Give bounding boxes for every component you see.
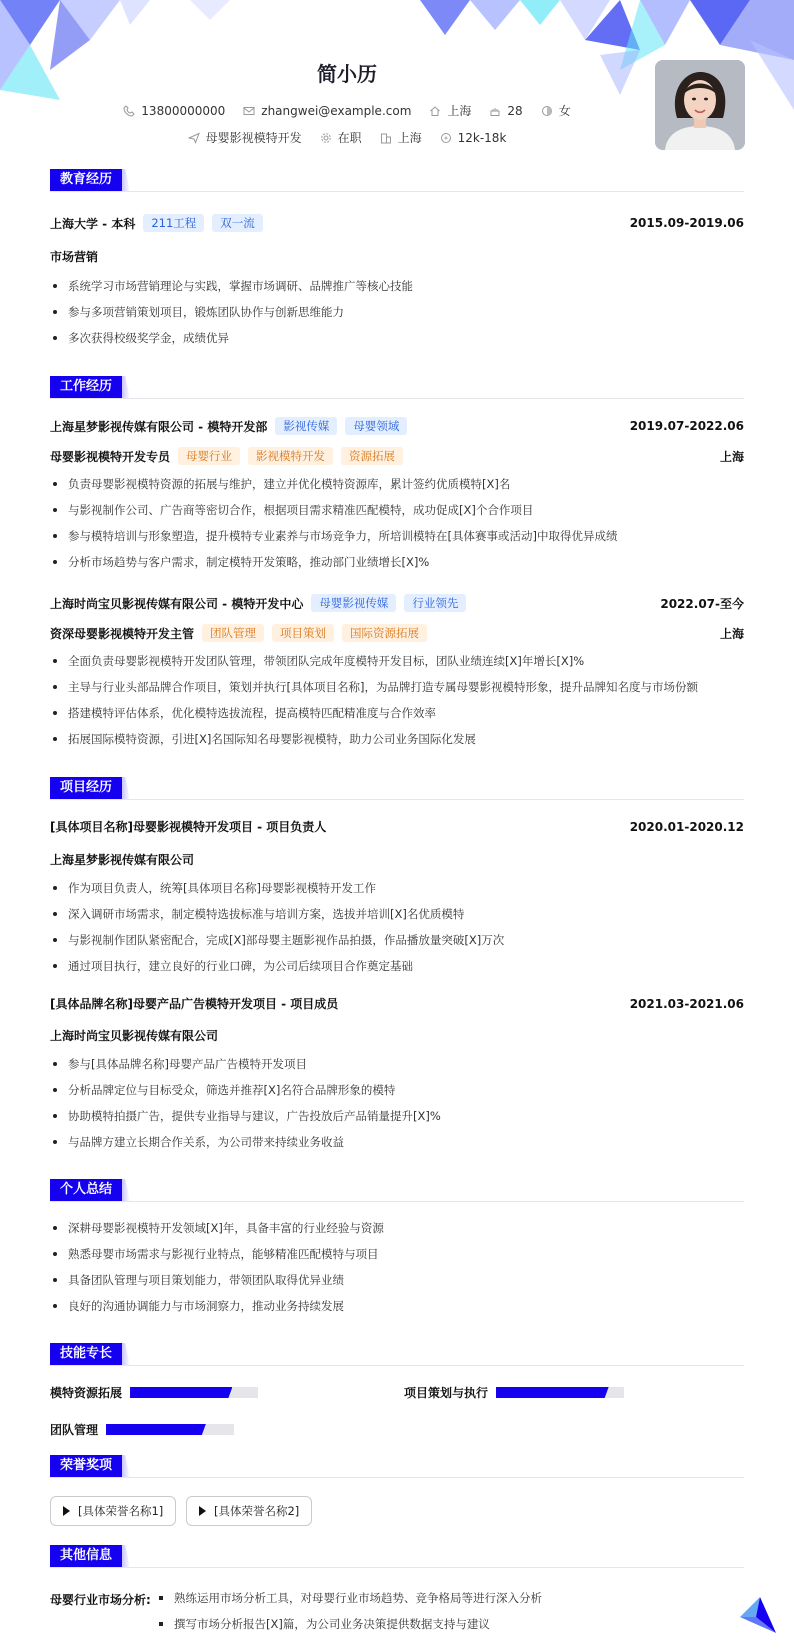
section-divider <box>50 398 744 399</box>
skill-item <box>50 1384 258 1401</box>
work-location: 上海 <box>719 449 744 464</box>
contact-info-row <box>0 102 694 119</box>
section-tail <box>122 169 130 191</box>
education-major: 市场营销 <box>50 250 99 264</box>
list-item: 作为项目负责人，统筹[具体项目名称]母婴影视模特开发工作 <box>50 875 744 901</box>
coin-icon <box>440 132 452 144</box>
phone-icon <box>123 105 135 117</box>
target-city-info <box>380 129 422 146</box>
role-tag: 团队管理 <box>202 624 264 642</box>
list-item: 与影视制作团队紧密配合，完成[X]部母婴主题影视作品拍摄，作品播放量突破[X]万次 <box>50 927 744 953</box>
salary-info <box>440 129 507 146</box>
resume-header <box>0 0 794 160</box>
skill-bar <box>106 1424 234 1435</box>
section-divider <box>50 191 744 192</box>
work-role-row <box>50 624 744 642</box>
section-title-summary <box>50 1179 130 1201</box>
section-divider <box>50 1477 744 1478</box>
list-item: 深入调研市场需求，制定模特选拔标准与培训方案，选拔并培训[X]名优质模特 <box>50 901 744 927</box>
salary-text: 12k-18k <box>457 130 507 145</box>
mail-icon <box>243 105 255 117</box>
section-label-work: 工作经历 <box>50 376 122 398</box>
skill-bar-fill <box>130 1387 232 1398</box>
project-title: [具体项目名称]母婴影视模特开发项目 - 项目负责人 <box>50 820 327 834</box>
target-job-info <box>188 129 302 146</box>
school-tag: 双一流 <box>212 214 263 232</box>
education-period: 2015.09-2019.06 <box>629 216 744 230</box>
project-title: [具体品牌名称]母婴产品广告模特开发项目 - 项目成员 <box>50 997 339 1011</box>
play-icon <box>199 1506 206 1516</box>
profile-photo <box>655 60 745 150</box>
phone-info <box>123 102 225 119</box>
other-info-bullets <box>156 1585 542 1637</box>
company-tag: 母婴领域 <box>345 417 407 435</box>
other-info-label: 母婴行业市场分析: <box>50 1593 151 1607</box>
section-label-honors: 荣誉奖项 <box>50 1455 122 1477</box>
list-item: 搭建模特评估体系，优化模特选拔流程，提高模特匹配精准度与合作效率 <box>50 700 744 726</box>
list-item: 具备团队管理与项目策划能力，带领团队取得优异业绩 <box>50 1267 744 1293</box>
honor-item <box>186 1496 312 1526</box>
corner-logo-icon <box>738 1595 778 1635</box>
section-title-education <box>50 169 130 191</box>
section-label-skills: 技能专长 <box>50 1343 122 1365</box>
project-org: 上海星梦影视传媒有限公司 <box>50 853 195 867</box>
project-header-row <box>50 995 744 1012</box>
honor-item <box>50 1496 176 1526</box>
list-item: 系统学习市场营销理论与实践，掌握市场调研、品牌推广等核心技能 <box>50 273 744 299</box>
list-item: 多次获得校级奖学金，成绩优异 <box>50 325 744 351</box>
section-tail <box>122 1545 130 1567</box>
gender-info <box>541 102 571 119</box>
list-item: 分析品牌定位与目标受众，筛选并推荐[X]名符合品牌形象的模特 <box>50 1077 744 1103</box>
education-bullets <box>50 273 744 351</box>
skill-item <box>404 1384 624 1401</box>
project-period: 2020.01-2020.12 <box>629 819 744 834</box>
list-item: 参与多项营销策划项目，锻炼团队协作与创新思维能力 <box>50 299 744 325</box>
section-divider <box>50 1201 744 1202</box>
company-name: 上海时尚宝贝影视传媒有限公司 - 模特开发中心 <box>50 596 304 611</box>
school-tag: 211工程 <box>143 214 204 232</box>
candidate-name: 简小历 <box>317 62 377 86</box>
section-tail <box>122 1179 130 1201</box>
section-label-education: 教育经历 <box>50 169 122 191</box>
list-item: 良好的沟通协调能力与市场洞察力，推动业务持续发展 <box>50 1293 744 1319</box>
building-icon <box>380 132 392 144</box>
section-title-skills <box>50 1343 130 1365</box>
skill-item <box>50 1421 234 1438</box>
section-divider <box>50 1365 744 1366</box>
list-item: 通过项目执行，建立良好的行业口碑，为公司后续项目合作奠定基础 <box>50 953 744 979</box>
phone-text: 13800000000 <box>141 103 226 118</box>
summary-bullets <box>50 1215 744 1319</box>
age-text: 28 <box>507 103 523 118</box>
city-info <box>429 102 471 119</box>
section-tail <box>122 376 130 398</box>
role-tag: 国际资源拓展 <box>342 624 427 642</box>
project-period: 2021.03-2021.06 <box>629 996 744 1011</box>
work-company-row <box>50 594 744 612</box>
project-bullets <box>50 1051 744 1155</box>
role-tag: 资源拓展 <box>341 447 403 465</box>
honor-name: [具体荣誉名称1] <box>78 1504 164 1518</box>
list-item: 分析市场趋势与客户需求，制定模特开发策略，推动部门业绩增长[X]% <box>50 549 744 575</box>
email-info <box>243 102 411 119</box>
education-header-row <box>50 214 744 232</box>
section-title-projects <box>50 777 130 799</box>
status-text: 在职 <box>337 131 362 145</box>
gender-text: 女 <box>558 104 571 118</box>
list-item: 撰写市场分析报告[X]篇，为公司业务决策提供数据支持与建议 <box>156 1611 542 1637</box>
section-label-other: 其他信息 <box>50 1545 122 1567</box>
work-company-row <box>50 417 744 435</box>
company-tag: 母婴影视传媒 <box>311 594 396 612</box>
section-divider <box>50 1567 744 1568</box>
work-period: 2022.07-至今 <box>660 596 744 611</box>
work-role-row <box>50 447 744 465</box>
list-item: 参与模特培训与形象塑造，提升模特专业素养与市场竞争力，所培训模特在[具体赛事或活动]中取得优异成绩 <box>50 523 744 549</box>
section-label-projects: 项目经历 <box>50 777 122 799</box>
status-info <box>320 129 362 146</box>
work-bullets <box>50 648 744 752</box>
role-name: 资深母婴影视模特开发主管 <box>50 626 195 641</box>
skill-bar <box>130 1387 258 1398</box>
project-org: 上海时尚宝贝影视传媒有限公司 <box>50 1029 219 1043</box>
project-bullets <box>50 875 744 979</box>
section-tail <box>122 777 130 799</box>
skill-bar-fill <box>496 1387 609 1398</box>
section-title-honors <box>50 1455 130 1477</box>
skill-bar-fill <box>106 1424 206 1435</box>
work-bullets <box>50 471 744 575</box>
company-tag: 影视传媒 <box>275 417 337 435</box>
list-item: 主导与行业头部品牌合作项目，策划并执行[具体项目名称]，为品牌打造专属母婴影视模特形象，提升品牌知名度与市场份额 <box>50 674 744 700</box>
list-item: 拓展国际模特资源，引进[X]名国际知名母婴影视模特，助力公司业务国际化发展 <box>50 726 744 752</box>
job-intent-row <box>0 129 694 146</box>
list-item: 全面负责母婴影视模特开发团队管理，带领团队完成年度模特开发目标，团队业绩连续[X]年增长[X]% <box>50 648 744 674</box>
list-item: 与影视制作公司、广告商等密切合作，根据项目需求精准匹配模特，成功促成[X]个合作项目 <box>50 497 744 523</box>
email-text: zhangwei@example.com <box>261 103 412 118</box>
send-icon <box>188 132 200 144</box>
list-item: 深耕母婴影视模特开发领域[X]年，具备丰富的行业经验与资源 <box>50 1215 744 1241</box>
skill-name: 项目策划与执行 <box>404 1386 489 1400</box>
skill-name: 模特资源拓展 <box>50 1386 123 1400</box>
section-divider <box>50 799 744 800</box>
honor-name: [具体荣誉名称2] <box>214 1504 300 1518</box>
section-label-summary: 个人总结 <box>50 1179 122 1201</box>
play-icon <box>63 1506 70 1516</box>
home-icon <box>429 105 441 117</box>
target-job-text: 母婴影视模特开发 <box>205 131 302 145</box>
role-tag: 影视模特开发 <box>248 447 333 465</box>
role-name: 母婴影视模特开发专员 <box>50 449 171 464</box>
city-text: 上海 <box>447 104 472 118</box>
person-icon <box>541 105 553 117</box>
list-item: 参与[具体品牌名称]母婴产品广告模特开发项目 <box>50 1051 744 1077</box>
work-location: 上海 <box>719 626 744 641</box>
list-item: 熟悉母婴市场需求与影视行业特点，能够精准匹配模特与项目 <box>50 1241 744 1267</box>
section-title-work <box>50 376 130 398</box>
gear-icon <box>320 132 332 144</box>
cake-icon <box>489 105 501 117</box>
section-tail <box>122 1343 130 1365</box>
age-info <box>489 102 522 119</box>
role-tag: 项目策划 <box>272 624 334 642</box>
skill-name: 团队管理 <box>50 1423 99 1437</box>
section-tail <box>122 1455 130 1477</box>
school-name: 上海大学 - 本科 <box>50 216 136 231</box>
skill-bar <box>496 1387 624 1398</box>
list-item: 协助模特拍摄广告，提供专业指导与建议，广告投放后产品销量提升[X]% <box>50 1103 744 1129</box>
work-period: 2019.07-2022.06 <box>629 419 744 433</box>
target-city-text: 上海 <box>397 131 422 145</box>
list-item: 负责母婴影视模特资源的拓展与维护，建立并优化模特资源库，累计签约优质模特[X]名 <box>50 471 744 497</box>
role-tag: 母婴行业 <box>178 447 240 465</box>
section-title-other <box>50 1545 130 1567</box>
company-tag: 行业领先 <box>404 594 466 612</box>
company-name: 上海星梦影视传媒有限公司 - 模特开发部 <box>50 419 268 434</box>
list-item: 熟练运用市场分析工具，对母婴行业市场趋势、竞争格局等进行深入分析 <box>156 1585 542 1611</box>
list-item: 与品牌方建立长期合作关系，为公司带来持续业务收益 <box>50 1129 744 1155</box>
project-header-row <box>50 818 744 835</box>
